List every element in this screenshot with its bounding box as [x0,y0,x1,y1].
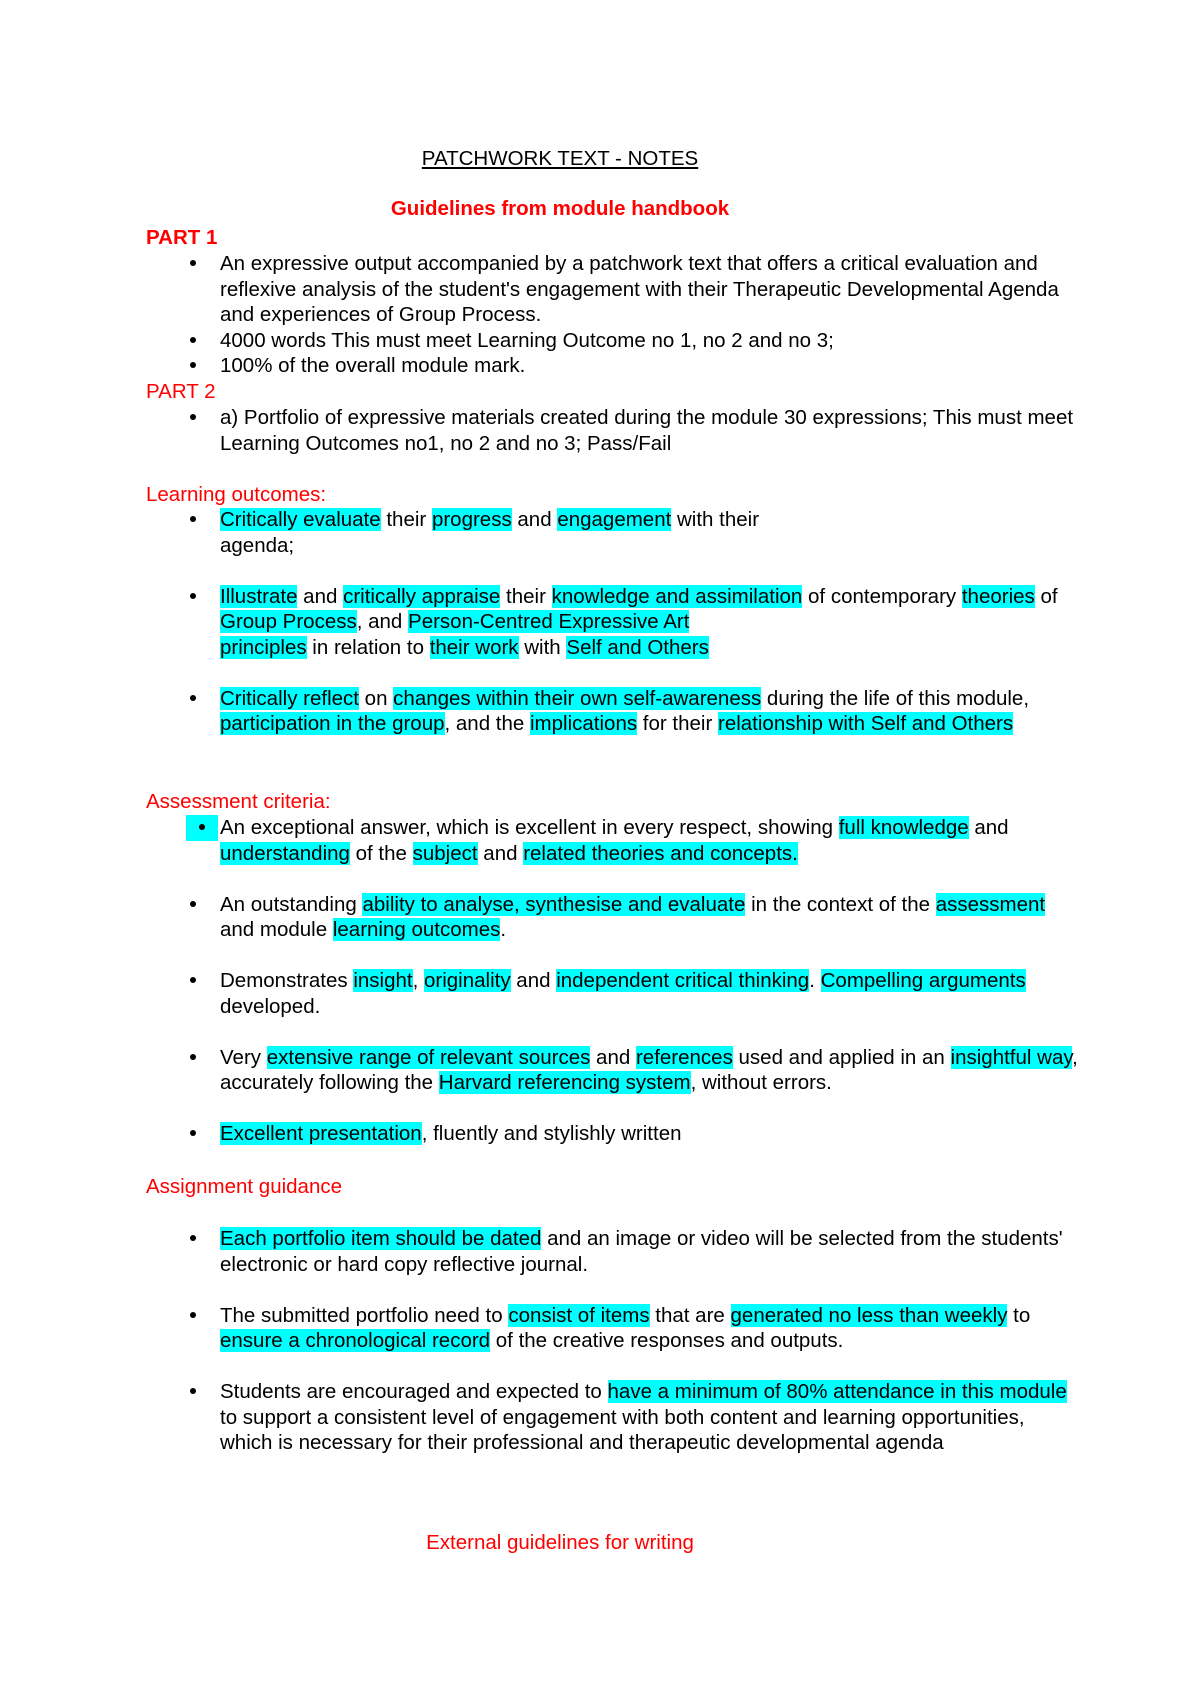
highlighted-text: ability to analyse, synthesise and evaluate [362,892,746,916]
bullet-icon [186,892,200,918]
text-run: to [1007,1303,1031,1327]
text-run: The submitted portfolio need to [220,1303,509,1327]
bullet-icon [186,815,218,841]
highlighted-text: Person-Centred Expressive Art [408,610,690,633]
highlighted-text: theories [961,584,1035,608]
text-run: and [297,584,344,608]
list-item [0,353,1080,379]
text-run: in the context of the [745,892,936,916]
text-run: developed. [220,994,321,1018]
bullet-icon [186,968,200,994]
assessment-criteria-list [0,815,1200,1147]
text-run: their [500,584,552,608]
text-run: in relation to [306,635,430,659]
text-run: during the life of this module, [761,686,1030,710]
bullet-icon [186,1045,200,1071]
part1-list [0,251,1200,379]
text-run: , accurately following the [220,1045,1078,1094]
text-run: and [477,841,524,865]
list-item-text [220,1122,682,1145]
highlighted-text: changes within their own self-awareness [393,686,762,710]
text-run: and [511,508,558,531]
highlighted-text: knowledge and assimilation [551,584,803,608]
highlighted-text: understanding [220,841,350,865]
bullet-icon [186,405,200,431]
list-item-text [220,508,759,557]
list-item-text [220,1227,1063,1276]
list-item-text [220,816,1009,865]
list-item-text [220,893,1045,942]
text-run: and [968,816,1009,839]
bullet-icon [186,328,200,354]
bullet-icon [186,1226,200,1252]
bullet-icon [186,251,200,277]
part2-list [0,405,1200,456]
highlighted-text: insight [353,969,413,992]
text-run: of the creative responses and outputs. [490,1329,844,1352]
bullet-icon [186,507,200,533]
list-item [0,251,1080,328]
bullet-icon [186,1379,200,1405]
text-run: An outstanding [220,892,363,916]
list-item-text: 100% of the overall module mark. [220,354,526,377]
text-run: , without errors. [690,1071,832,1094]
list-item [0,328,1080,354]
highlighted-text: have a minimum of 80% attendance in this module [607,1380,1067,1403]
text-run: An exceptional answer, which is excellent in every respect, showing [220,816,839,839]
text-run: that are [649,1303,731,1327]
assessment-criteria-heading: Assessment criteria: [146,790,331,813]
highlighted-text: Group Process [220,610,357,633]
highlighted-text: insightful way [950,1045,1073,1069]
list-item [0,1121,1080,1147]
text-run: used and applied in an [732,1045,951,1069]
text-run: with their [671,508,760,531]
highlighted-text: implications [530,712,638,735]
list-item-text [220,585,1058,659]
list-item [0,686,1080,737]
text-run: and [510,969,557,992]
list-item-text [220,1304,1030,1353]
text-run: and an image or video will be selected from the students' electronic or hard copy reflective journal. [220,1227,1063,1276]
list-item [0,1045,1080,1096]
highlighted-text: independent critical thinking [556,969,810,992]
highlighted-text: critically appraise [343,584,501,608]
text-run: , [412,969,424,992]
document-subtitle: Guidelines from module handbook [390,197,730,220]
list-item [0,968,1080,1019]
list-item [0,584,1080,661]
text-run: to support a consistent level of engagement with both content and learning opportunities, which is necessary for their professional and therapeutic developmental agenda [220,1405,1025,1454]
bullet-icon [186,1121,200,1147]
list-item [0,405,1080,456]
text-run: Very [220,1045,267,1069]
highlighted-text: ensure a chronological record [220,1329,491,1352]
text-run: of the [349,841,413,865]
list-item-text [220,1380,1067,1454]
list-item [0,815,1080,866]
highlighted-text: Critically evaluate [220,508,381,531]
learning-outcomes-list [0,507,1200,737]
highlighted-text: relationship with Self and Others [718,712,1014,735]
highlighted-text: generated no less than weekly [730,1303,1008,1327]
document-title: PATCHWORK TEXT - NOTES [421,147,699,170]
highlighted-text: Compelling arguments [820,969,1026,992]
part2-heading: PART 2 [146,380,216,403]
part1-heading: PART 1 [146,226,218,249]
list-item-text [220,687,1029,736]
highlighted-text: Self and Others [566,635,709,659]
text-run: , and [356,610,409,633]
learning-outcomes-heading: Learning outcomes: [146,483,327,506]
list-item [0,1303,1080,1354]
highlighted-text: participation in the group [220,712,445,735]
text-run: . [809,969,821,992]
bullet-icon [186,584,200,610]
highlighted-text: Harvard referencing system [438,1071,691,1094]
text-run: their [380,508,432,531]
text-run: for their [637,712,718,735]
list-item-text: a) Portfolio of expressive materials created during the module 30 expressions; This must meet Learning Outcomes no1, no 2 and no 3; Pass/Fail [220,406,1074,455]
bullet-icon [186,1303,200,1329]
text-run: agenda; [220,533,295,557]
highlighted-text: originality [423,969,511,992]
list-item [0,1226,1080,1277]
highlighted-text: Critically reflect [220,686,359,710]
assignment-guidance-list [0,1226,1200,1456]
highlighted-text: principles [220,635,307,659]
text-run: on [358,686,394,710]
list-item [0,1379,1080,1456]
highlighted-text: their work [429,635,519,659]
highlighted-text: assessment [935,892,1046,916]
highlighted-text: references [635,1045,733,1069]
list-item [0,507,1080,558]
highlighted-text: Illustrate [220,584,298,608]
text-run: . [500,918,507,941]
text-run: Students are encouraged and expected to [220,1380,608,1403]
assignment-guidance-heading: Assignment guidance [146,1175,343,1198]
text-run: Demonstrates [220,969,354,992]
highlighted-text: Excellent presentation [220,1122,422,1145]
bullet-icon [186,353,200,379]
text-run: of [1034,584,1058,608]
text-run: with [518,635,567,659]
list-item-text: 4000 words This must meet Learning Outcome no 1, no 2 and no 3; [220,328,834,352]
highlighted-text: extensive range of relevant sources [266,1045,591,1069]
text-run: , and the [444,712,530,735]
highlighted-text: progress [431,508,512,531]
external-guidelines-heading: External guidelines for writing [426,1531,694,1554]
list-item-text [220,1046,1078,1095]
list-item-text [220,969,1026,1018]
text-run: of contemporary [802,584,962,608]
highlighted-text: full knowledge [838,816,969,839]
highlighted-text: learning outcomes [332,918,501,941]
text-run: and module [220,918,333,941]
list-item-text: An expressive output accompanied by a patchwork text that offers a critical evaluation and reflexive analysis of the student's engagement with their Therapeutic Developmental Agenda and experiences of Group Process. [220,252,1059,326]
highlighted-text: consist of items [508,1303,650,1327]
text-run: and [590,1045,636,1069]
bullet-icon [186,686,200,712]
highlighted-text: engagement [557,508,672,531]
highlighted-text: Each portfolio item should be dated [220,1227,542,1250]
text-run: , fluently and stylishly written [421,1122,682,1145]
highlighted-text: related theories and concepts. [523,841,798,865]
highlighted-text: subject [412,841,478,865]
list-item [0,892,1080,943]
